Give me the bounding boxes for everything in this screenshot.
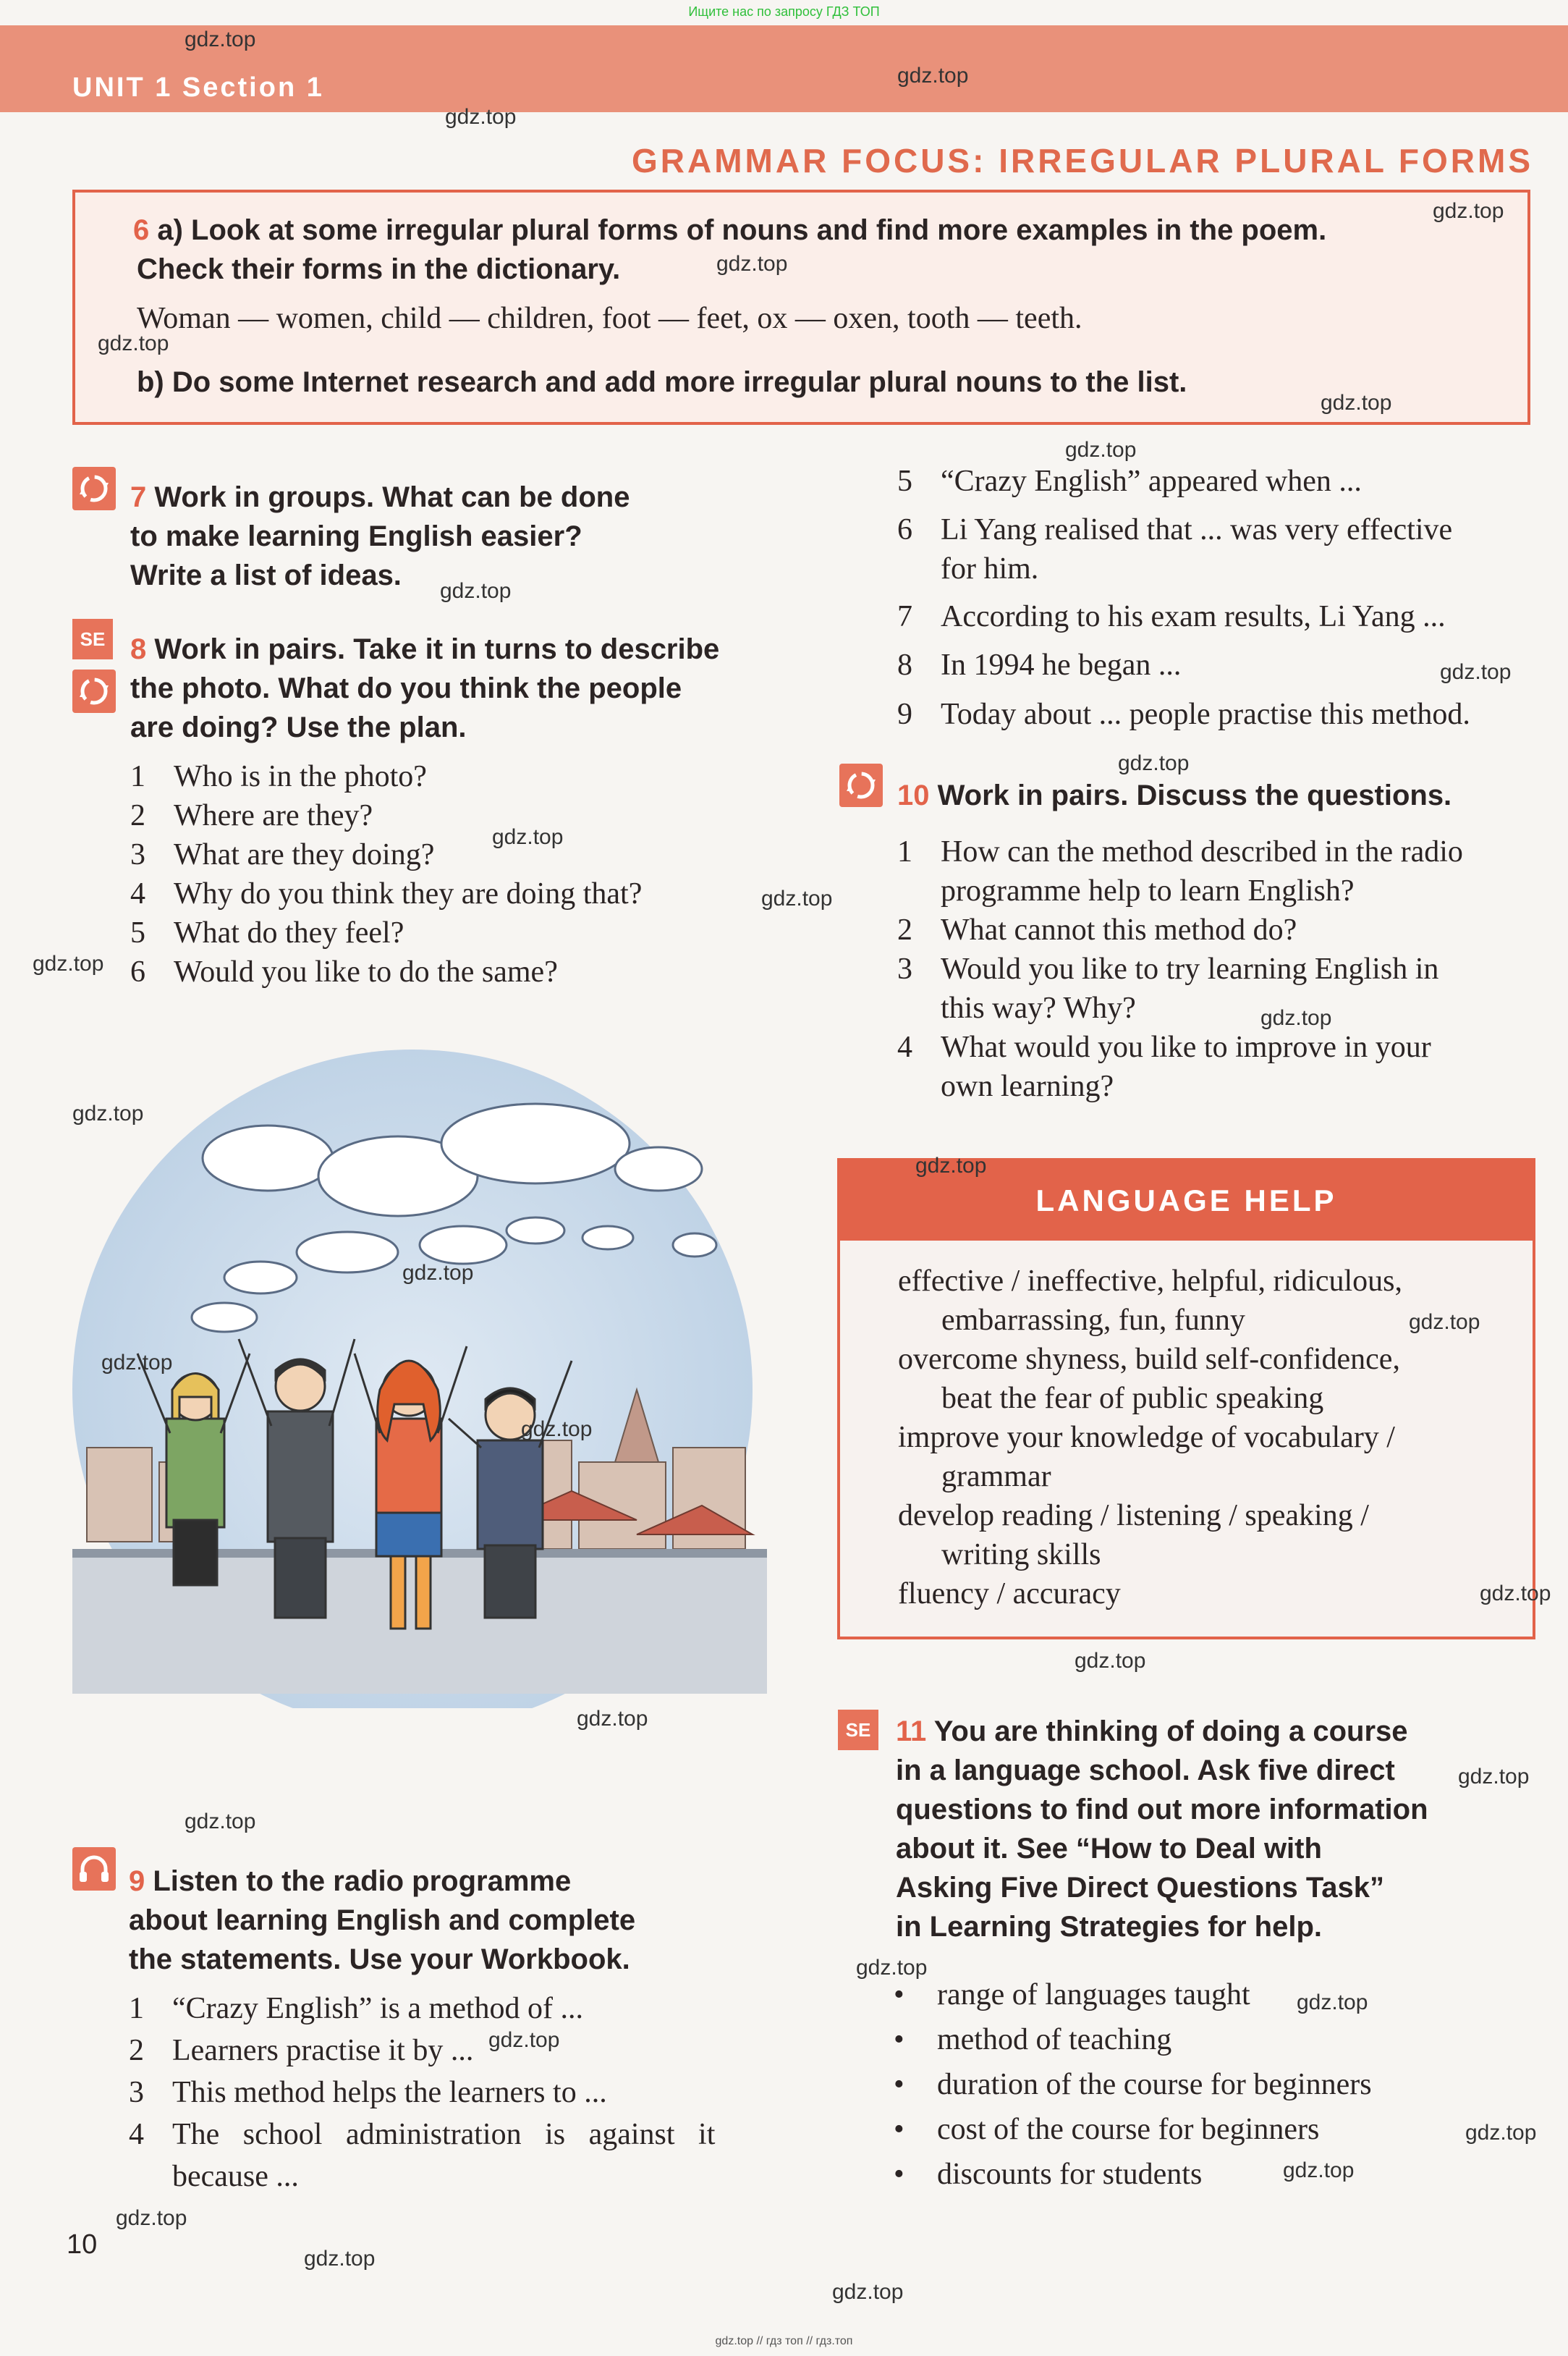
ex11-bullet: • duration of the course for beginners xyxy=(937,2067,1372,2102)
watermark: gdz.top xyxy=(1465,2121,1537,2145)
ex11-bullet: • range of languages taught xyxy=(937,1977,1250,2012)
ex8-line-2: are doing? Use the plan. xyxy=(130,712,467,743)
language-help-line: fluency / accuracy xyxy=(898,1577,1121,1610)
ex10-item: 4 What would you like to improve in your xyxy=(897,1031,1431,1064)
ex7-number: 7 xyxy=(130,481,147,513)
headphones-icon xyxy=(72,1847,116,1891)
ex9-line-1: about learning English and complete xyxy=(129,1904,636,1936)
ex11-line-0: You are thinking of doing a course xyxy=(933,1715,1408,1747)
watermark: gdz.top xyxy=(577,1707,648,1731)
ex9-line-2: the statements. Use your Workbook. xyxy=(129,1943,630,1975)
ex7-line-1: to make learning English easier? xyxy=(130,520,582,552)
right-item: 6 Li Yang realised that ... was very effective xyxy=(897,513,1453,546)
right-item: 8 In 1994 he began ... xyxy=(897,649,1182,682)
illustration-people-on-roof xyxy=(72,1013,767,1708)
ex8-item: 2 Where are they? xyxy=(130,799,373,832)
watermark: gdz.top xyxy=(856,1956,928,1980)
ex9-item: because ... xyxy=(172,2160,299,2193)
ex11-line-2: questions to find out more information xyxy=(896,1794,1428,1825)
pair-discussion-icon xyxy=(839,764,883,807)
watermark: gdz.top xyxy=(304,2247,376,2271)
ex11-bullet: • discounts for students xyxy=(937,2157,1202,2192)
right-item: 7 According to his exam results, Li Yang ... xyxy=(897,600,1446,633)
se-badge: SE xyxy=(72,619,113,659)
ex10-item: programme help to learn English? xyxy=(941,874,1355,908)
se-badge: SE xyxy=(838,1710,878,1750)
watermark: gdz.top xyxy=(1458,1765,1530,1789)
ex6-a-line1: a) Look at some irregular plural forms of nouns and find more examples in the poem. xyxy=(157,214,1327,246)
language-help-line: writing skills xyxy=(941,1538,1101,1571)
ex8-line-1: the photo. What do you think the people xyxy=(130,672,682,704)
ex9-item: 4 The school administration is against it xyxy=(129,2118,716,2151)
ex6-a-line2: Check their forms in the dictionary. xyxy=(137,253,621,285)
ex11-number: 11 xyxy=(896,1715,927,1747)
watermark: gdz.top xyxy=(761,887,833,911)
watermark: gdz.top xyxy=(488,2028,560,2052)
ex10-item: 1 How can the method described in the radio xyxy=(897,835,1463,869)
ex8-item: 6 Would you like to do the same? xyxy=(130,955,558,989)
watermark: gdz.top xyxy=(1283,2158,1355,2182)
ex6-number: 6 xyxy=(133,214,150,246)
ex9-heading xyxy=(129,1862,635,1979)
ex7-heading xyxy=(130,478,630,595)
watermark: gdz.top xyxy=(1321,391,1392,415)
ex11-line-1: in a language school. Ask five direct xyxy=(896,1755,1395,1786)
watermark: gdz.top xyxy=(101,1351,173,1375)
ex10-number: 10 xyxy=(897,780,930,811)
language-help-line: effective / ineffective, helpful, ridiculous, xyxy=(898,1264,1403,1298)
language-help-line: grammar xyxy=(941,1460,1051,1493)
watermark: gdz.top xyxy=(897,64,969,88)
top-note: Ищите нас по запросу ГДЗ ТОП xyxy=(688,4,880,19)
watermark: gdz.top xyxy=(185,28,256,51)
ex9-item: 3 This method helps the learners to ... xyxy=(129,2076,607,2109)
ex11-line-5: in Learning Strategies for help. xyxy=(896,1911,1322,1943)
ex10-item: 2 What cannot this method do? xyxy=(897,913,1297,947)
ex9-number: 9 xyxy=(129,1865,145,1897)
ex7-line-0: Work in groups. What can be done xyxy=(154,481,630,513)
ex11-line-3: about it. See “How to Deal with xyxy=(896,1833,1322,1865)
ex6-examples: Woman — women, child — children, foot — feet, ox — oxen, tooth — teeth. xyxy=(137,302,1082,335)
ex9-item: 1 “Crazy English” is a method of ... xyxy=(129,1992,584,2025)
watermark: gdz.top xyxy=(915,1154,987,1178)
ex8-item: 3 What are they doing? xyxy=(130,838,435,871)
language-help-line: develop reading / listening / speaking / xyxy=(898,1499,1369,1532)
ex11-bullet: • method of teaching xyxy=(937,2022,1171,2057)
grammar-focus-title: GRAMMAR FOCUS: IRREGULAR PLURAL FORMS xyxy=(632,142,1533,180)
ex8-line-0: Work in pairs. Take it in turns to describe xyxy=(154,633,720,665)
language-help-line: embarrassing, fun, funny xyxy=(941,1304,1245,1337)
watermark: gdz.top xyxy=(445,105,517,129)
watermark: gdz.top xyxy=(98,332,169,355)
language-help-line: improve your knowledge of vocabulary / xyxy=(898,1421,1395,1454)
language-help-title: LANGUAGE HELP xyxy=(840,1161,1533,1241)
watermark: gdz.top xyxy=(1480,1582,1551,1605)
watermark: gdz.top xyxy=(116,2206,187,2230)
ex9-line-0: Listen to the radio programme xyxy=(153,1865,572,1897)
language-help-line: beat the fear of public speaking xyxy=(941,1382,1324,1415)
watermark: gdz.top xyxy=(521,1417,593,1441)
unit-label: UNIT 1 Section 1 xyxy=(72,72,324,103)
group-work-icon xyxy=(72,467,116,510)
ex11-heading xyxy=(896,1712,1428,1946)
ex11-bullet: • cost of the course for beginners xyxy=(937,2112,1319,2147)
watermark: gdz.top xyxy=(440,579,512,603)
right-item: for him. xyxy=(941,552,1039,586)
watermark: gdz.top xyxy=(33,952,104,976)
watermark: gdz.top xyxy=(1260,1006,1332,1030)
ex9-item: 2 Learners practise it by ... xyxy=(129,2034,474,2067)
ex10-heading xyxy=(897,776,1452,815)
ex10-item: this way? Why? xyxy=(941,992,1136,1025)
watermark: gdz.top xyxy=(72,1102,144,1126)
right-item: 5 “Crazy English” appeared when ... xyxy=(897,465,1362,498)
page-number: 10 xyxy=(67,2229,98,2260)
watermark: gdz.top xyxy=(492,825,564,849)
language-help-line: overcome shyness, build self-confidence, xyxy=(898,1343,1400,1376)
ex10-title: Work in pairs. Discuss the questions. xyxy=(937,780,1452,811)
watermark: gdz.top xyxy=(402,1261,474,1285)
watermark: gdz.top xyxy=(185,1810,256,1833)
ex10-item: own learning? xyxy=(941,1070,1114,1103)
language-help-box xyxy=(837,1158,1535,1639)
ex6-b-line: b) Do some Internet research and add more irregular plural nouns to the list. xyxy=(137,366,1187,398)
exercise-6-box xyxy=(72,190,1530,425)
watermark: gdz.top xyxy=(1409,1310,1480,1334)
watermark: gdz.top xyxy=(1118,751,1190,775)
bottom-note: gdz.top // гдз топ // гдз.топ xyxy=(715,2335,853,2347)
ex8-item: 4 Why do you think they are doing that? xyxy=(130,877,643,911)
watermark: gdz.top xyxy=(1297,1990,1368,2014)
ex8-item: 5 What do they feel? xyxy=(130,916,404,950)
ex8-number: 8 xyxy=(130,633,147,665)
ex10-item: 3 Would you like to try learning English in xyxy=(897,953,1439,986)
right-item: 9 Today about ... people practise this method. xyxy=(897,698,1470,731)
watermark: gdz.top xyxy=(1433,199,1504,223)
watermark: gdz.top xyxy=(716,252,788,276)
ex7-line-2: Write a list of ideas. xyxy=(130,560,402,591)
pair-work-icon xyxy=(72,670,116,713)
watermark: gdz.top xyxy=(1440,660,1512,684)
watermark: gdz.top xyxy=(1075,1649,1146,1673)
ex8-heading xyxy=(130,630,719,747)
ex11-line-4: Asking Five Direct Questions Task” xyxy=(896,1872,1385,1904)
ex8-item: 1 Who is in the photo? xyxy=(130,760,427,793)
watermark: gdz.top xyxy=(832,2280,904,2304)
watermark: gdz.top xyxy=(1065,438,1137,462)
ex6-line-a1 xyxy=(133,214,1326,247)
